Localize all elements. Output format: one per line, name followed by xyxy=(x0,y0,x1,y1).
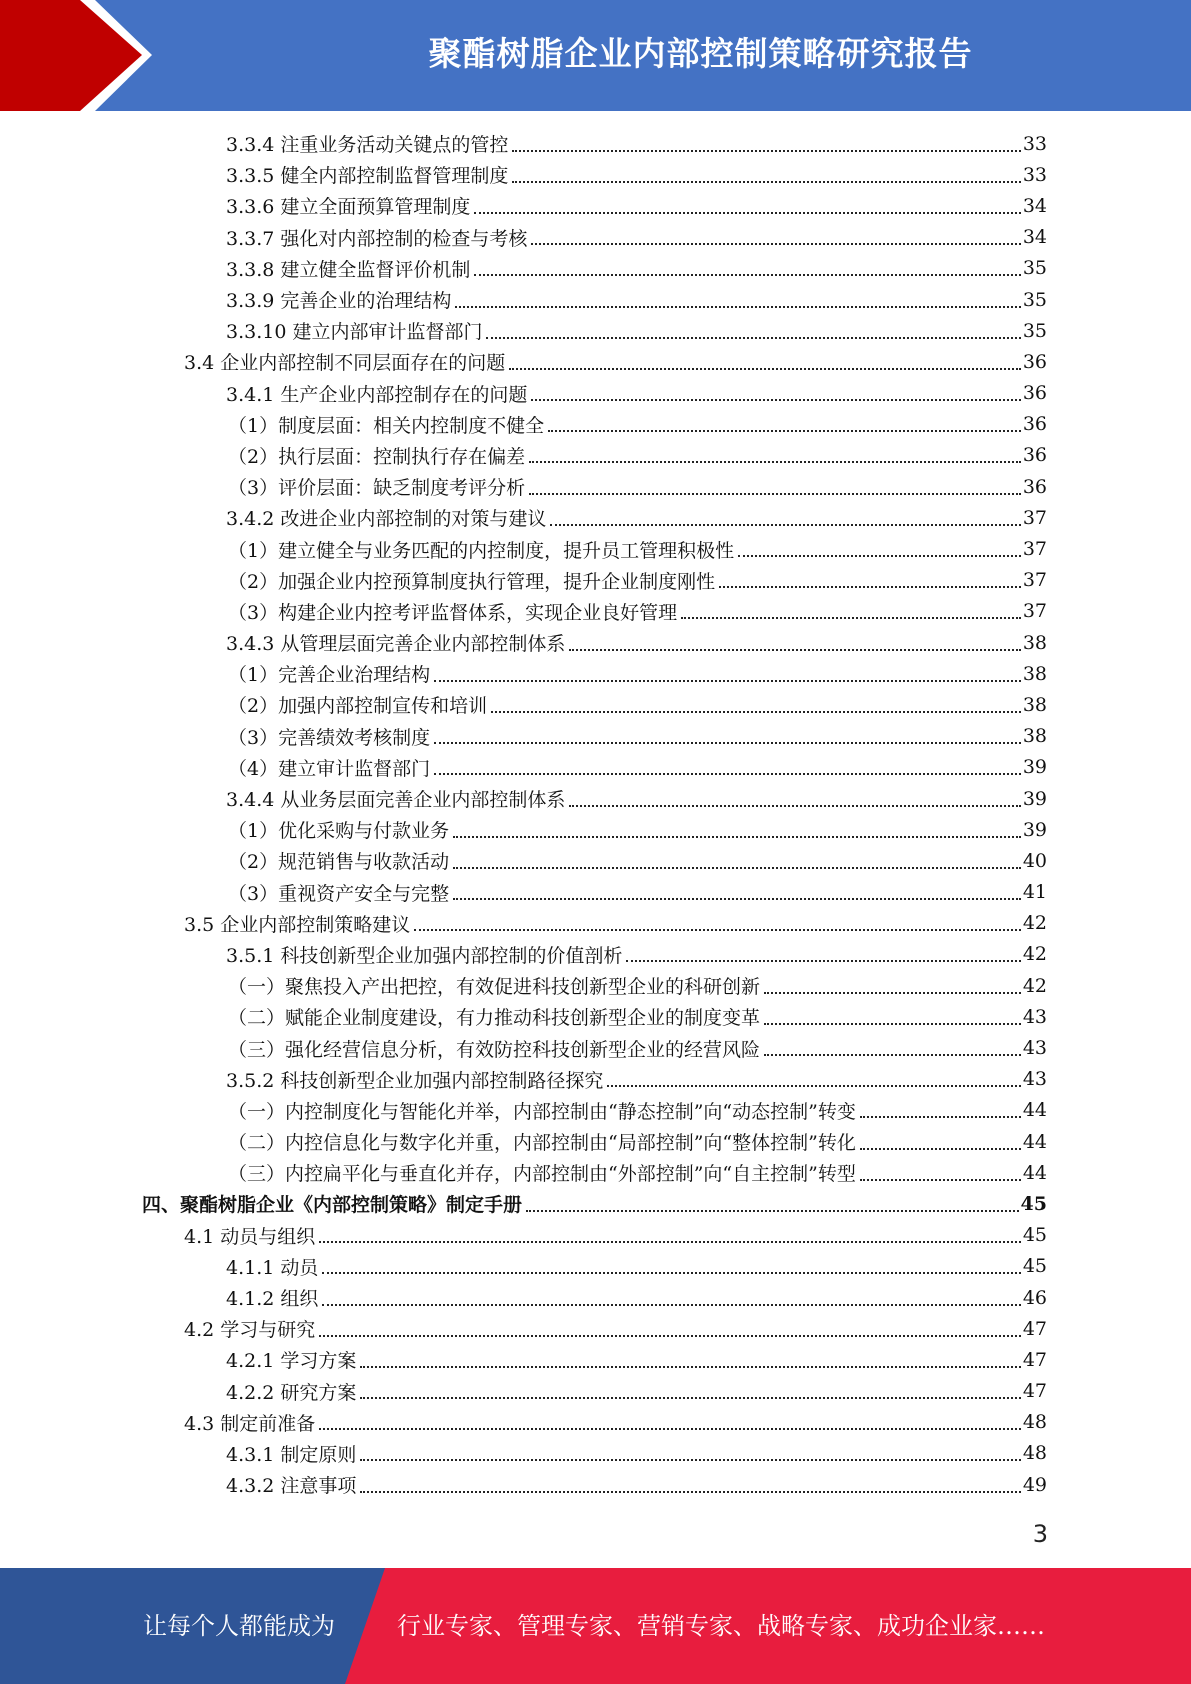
toc-entry[interactable] xyxy=(0,1313,1191,1344)
toc-entry-page: 43 xyxy=(1022,1005,1047,1028)
toc-entry-page: 39 xyxy=(1022,818,1047,841)
toc-entry[interactable] xyxy=(0,752,1191,783)
toc-entry-title: 3.3.6 建立全面预算管理制度 xyxy=(226,196,471,219)
toc-entry[interactable] xyxy=(0,502,1191,533)
toc-entry-page: 48 xyxy=(1022,1411,1047,1434)
toc-dot-leader xyxy=(764,1023,1021,1025)
toc-dot-leader xyxy=(569,649,1020,651)
toc-dot-leader xyxy=(491,711,1021,713)
toc-entry-title: （2）规范销售与收款活动 xyxy=(228,851,450,874)
toc-entry-title: （2）加强企业内控预算制度执行管理，提升企业制度刚性 xyxy=(228,570,716,593)
toc-entry-page: 49 xyxy=(1022,1473,1047,1496)
toc-entry-title: 3.5.2 科技创新型企业加强内部控制路径探究 xyxy=(226,1069,604,1092)
toc-entry-title: （3）评价层面：缺乏制度考评分析 xyxy=(228,477,526,500)
toc-entry-page: 45 xyxy=(1022,1224,1047,1247)
toc-dot-leader xyxy=(322,1304,1020,1306)
toc-entry[interactable] xyxy=(0,1407,1191,1438)
toc-entry-title: 3.4.4 从业务层面完善企业内部控制体系 xyxy=(226,789,566,812)
page-number: 3 xyxy=(1032,1520,1048,1548)
toc-dot-leader xyxy=(529,493,1021,495)
toc-entry-title: 3.3.4 注重业务活动关键点的管控 xyxy=(226,134,509,157)
toc-entry-page: 33 xyxy=(1022,163,1047,186)
toc-entry-page: 37 xyxy=(1022,506,1047,529)
toc-dot-leader xyxy=(474,212,1020,214)
report-title: 聚酯树脂企业内部控制策略研究报告 xyxy=(428,34,973,73)
toc-dot-leader xyxy=(360,1366,1020,1368)
toc-entry[interactable] xyxy=(0,721,1191,752)
toc-entry-title: （1）优化采购与付款业务 xyxy=(228,820,450,843)
toc-dot-leader xyxy=(434,742,1021,744)
toc-entry-title: 4.1.1 动员 xyxy=(226,1256,319,1279)
toc-entry-page: 46 xyxy=(1022,1286,1047,1309)
toc-entry-title: 4.1.2 组织 xyxy=(226,1288,319,1311)
table-of-contents xyxy=(0,128,1191,1500)
toc-dot-leader xyxy=(626,960,1020,962)
toc-entry[interactable] xyxy=(0,1095,1191,1126)
toc-entry-page: 37 xyxy=(1022,569,1047,592)
toc-entry-title: 3.3.5 健全内部控制监督管理制度 xyxy=(226,165,509,188)
toc-dot-leader xyxy=(548,430,1021,432)
toc-entry-title: 3.4.1 生产企业内部控制存在的问题 xyxy=(226,383,528,406)
toc-entry-page: 47 xyxy=(1022,1317,1047,1340)
toc-entry[interactable] xyxy=(0,190,1191,221)
toc-dot-leader xyxy=(414,929,1021,931)
toc-entry-title: （3）构建企业内控考评监督体系，实现企业良好管理 xyxy=(228,601,678,624)
toc-entry-page: 42 xyxy=(1022,974,1047,997)
toc-entry[interactable] xyxy=(0,346,1191,377)
toc-entry[interactable] xyxy=(0,1251,1191,1282)
toc-dot-leader xyxy=(319,1241,1021,1243)
toc-entry[interactable] xyxy=(0,1157,1191,1188)
toc-entry[interactable] xyxy=(0,783,1191,814)
toc-dot-leader xyxy=(319,1335,1021,1337)
toc-dot-leader xyxy=(509,368,1021,370)
toc-entry-page: 44 xyxy=(1022,1161,1047,1184)
toc-entry[interactable] xyxy=(0,596,1191,627)
toc-dot-leader xyxy=(531,399,1020,401)
toc-entry[interactable] xyxy=(0,159,1191,190)
toc-dot-leader xyxy=(434,773,1021,775)
toc-entry[interactable] xyxy=(0,378,1191,409)
toc-entry-page: 47 xyxy=(1022,1380,1047,1403)
page-header xyxy=(0,0,1191,111)
toc-entry-title: 4.2.2 研究方案 xyxy=(226,1381,357,1404)
toc-entry-title: （三）内控扁平化与垂直化并存，内部控制由“外部控制”向“自主控制”转型 xyxy=(228,1163,856,1186)
toc-entry-title: 4.2.1 学习方案 xyxy=(226,1350,357,1373)
toc-entry-title: （1）完善企业治理结构 xyxy=(228,664,431,687)
toc-entry-title: （二）赋能企业制度建设，有力推动科技创新型企业的制度变革 xyxy=(228,1007,761,1030)
toc-dot-leader xyxy=(550,524,1020,526)
toc-entry-title: 3.4.3 从管理层面完善企业内部控制体系 xyxy=(226,633,566,656)
toc-entry-title: 3.5.1 科技创新型企业加强内部控制的价值剖析 xyxy=(226,944,623,967)
toc-entry[interactable] xyxy=(0,970,1191,1001)
toc-entry[interactable] xyxy=(0,1282,1191,1313)
toc-entry-title: （3）完善绩效考核制度 xyxy=(228,726,431,749)
toc-entry-page: 41 xyxy=(1022,881,1047,904)
toc-dot-leader xyxy=(322,1272,1020,1274)
toc-entry-page: 44 xyxy=(1022,1130,1047,1153)
toc-dot-leader xyxy=(764,1054,1021,1056)
toc-entry[interactable] xyxy=(0,627,1191,658)
toc-entry[interactable] xyxy=(0,565,1191,596)
toc-dot-leader xyxy=(764,992,1021,994)
toc-dot-leader xyxy=(455,306,1020,308)
toc-entry-title: 4.2 学习与研究 xyxy=(184,1319,316,1342)
toc-entry[interactable] xyxy=(0,222,1191,253)
toc-dot-leader xyxy=(719,586,1021,588)
toc-entry-page: 38 xyxy=(1022,725,1047,748)
toc-entry-title: （三）强化经营信息分析，有效防控科技创新型企业的经营风险 xyxy=(228,1038,761,1061)
toc-entry-page: 43 xyxy=(1022,1037,1047,1060)
toc-dot-leader xyxy=(529,461,1021,463)
toc-dot-leader xyxy=(453,836,1021,838)
toc-entry[interactable] xyxy=(0,1469,1191,1500)
toc-entry-title: 3.4.2 改进企业内部控制的对策与建议 xyxy=(226,508,547,531)
toc-entry-page: 36 xyxy=(1022,350,1047,373)
toc-entry-title: 3.4 企业内部控制不同层面存在的问题 xyxy=(184,352,506,375)
toc-entry-page: 48 xyxy=(1022,1442,1047,1465)
toc-entry[interactable] xyxy=(0,658,1191,689)
toc-entry-title: （二）内控信息化与数字化并重，内部控制由“局部控制”向“整体控制”转化 xyxy=(228,1132,856,1155)
toc-entry-page: 36 xyxy=(1022,475,1047,498)
toc-entry[interactable] xyxy=(0,409,1191,440)
footer-slogan-left: 让每个人都能成为 xyxy=(143,1612,335,1640)
toc-entry-page: 45 xyxy=(1022,1255,1047,1278)
toc-dot-leader xyxy=(486,337,1020,339)
toc-dot-leader xyxy=(526,1210,1019,1212)
toc-dot-leader xyxy=(360,1491,1020,1493)
toc-dot-leader xyxy=(531,243,1020,245)
toc-entry-page: 34 xyxy=(1022,226,1047,249)
toc-entry-title: 4.3 制定前准备 xyxy=(184,1412,316,1435)
toc-entry[interactable] xyxy=(0,1376,1191,1407)
toc-entry-page: 37 xyxy=(1022,600,1047,623)
toc-dot-leader xyxy=(360,1397,1020,1399)
toc-entry-title: （2）执行层面：控制执行存在偏差 xyxy=(228,445,526,468)
toc-entry-title: （4）建立审计监督部门 xyxy=(228,757,431,780)
toc-dot-leader xyxy=(860,1179,1021,1181)
toc-entry-page: 35 xyxy=(1022,257,1047,280)
footer-slogan-right: 行业专家、管理专家、营销专家、战略专家、成功企业家…… xyxy=(397,1612,1045,1640)
toc-entry-title: 3.3.9 完善企业的治理结构 xyxy=(226,290,452,313)
toc-entry[interactable] xyxy=(0,315,1191,346)
toc-entry[interactable] xyxy=(0,1001,1191,1032)
toc-entry-page: 45 xyxy=(1020,1192,1047,1215)
toc-dot-leader xyxy=(607,1085,1020,1087)
toc-dot-leader xyxy=(681,617,1021,619)
toc-entry-title: 4.1 动员与组织 xyxy=(184,1225,316,1248)
toc-entry[interactable] xyxy=(0,1064,1191,1095)
toc-entry-title: （一）内控制度化与智能化并举，内部控制由“静态控制”向“动态控制”转变 xyxy=(228,1100,856,1123)
toc-entry-page: 40 xyxy=(1022,849,1047,872)
toc-entry-page: 33 xyxy=(1022,132,1047,155)
toc-entry-title: 3.3.8 建立健全监督评价机制 xyxy=(226,258,471,281)
toc-dot-leader xyxy=(319,1428,1021,1430)
toc-entry[interactable] xyxy=(0,908,1191,939)
toc-entry[interactable] xyxy=(0,128,1191,159)
toc-entry[interactable] xyxy=(0,471,1191,502)
toc-dot-leader xyxy=(360,1459,1020,1461)
toc-entry-page: 44 xyxy=(1022,1099,1047,1122)
toc-entry-page: 42 xyxy=(1022,943,1047,966)
toc-entry-page: 47 xyxy=(1022,1348,1047,1371)
toc-dot-leader xyxy=(453,898,1021,900)
toc-entry-title: 4.3.2 注意事项 xyxy=(226,1475,357,1498)
toc-entry-title: 4.3.1 制定原则 xyxy=(226,1443,357,1466)
toc-entry[interactable] xyxy=(0,1188,1191,1219)
toc-entry-title: 四、聚酯树脂企业《内部控制策略》制定手册 xyxy=(142,1194,523,1217)
toc-entry-page: 42 xyxy=(1022,912,1047,935)
toc-dot-leader xyxy=(453,867,1021,869)
page-footer xyxy=(0,1568,1191,1684)
toc-entry-page: 38 xyxy=(1022,662,1047,685)
toc-entry[interactable] xyxy=(0,1344,1191,1375)
toc-entry-page: 36 xyxy=(1022,382,1047,405)
toc-dot-leader xyxy=(860,1148,1021,1150)
toc-entry[interactable] xyxy=(0,814,1191,845)
toc-dot-leader xyxy=(434,680,1021,682)
toc-entry-page: 35 xyxy=(1022,288,1047,311)
toc-entry-title: 3.3.10 建立内部审计监督部门 xyxy=(226,321,483,344)
toc-entry-page: 43 xyxy=(1022,1068,1047,1091)
toc-entry[interactable] xyxy=(0,689,1191,720)
toc-entry[interactable] xyxy=(0,533,1191,564)
toc-entry[interactable] xyxy=(0,1032,1191,1063)
toc-dot-leader xyxy=(860,1116,1021,1118)
toc-entry[interactable] xyxy=(0,1126,1191,1157)
toc-entry-title: （1）建立健全与业务匹配的内控制度，提升员工管理积极性 xyxy=(228,539,735,562)
toc-entry-page: 38 xyxy=(1022,693,1047,716)
header-arrow-icon xyxy=(0,0,142,111)
toc-entry[interactable] xyxy=(0,877,1191,908)
toc-entry-title: （1）制度层面：相关内控制度不健全 xyxy=(228,414,545,437)
toc-entry-page: 35 xyxy=(1022,319,1047,342)
toc-entry[interactable] xyxy=(0,440,1191,471)
toc-entry-title: 3.3.7 强化对内部控制的检查与考核 xyxy=(226,227,528,250)
toc-entry[interactable] xyxy=(0,1438,1191,1469)
toc-entry[interactable] xyxy=(0,253,1191,284)
toc-entry[interactable] xyxy=(0,284,1191,315)
toc-entry[interactable] xyxy=(0,1220,1191,1251)
toc-entry-page: 36 xyxy=(1022,413,1047,436)
toc-entry-page: 39 xyxy=(1022,756,1047,779)
toc-dot-leader xyxy=(474,274,1020,276)
toc-entry-title: （一）聚焦投入产出把控，有效促进科技创新型企业的科研创新 xyxy=(228,976,761,999)
toc-entry-page: 37 xyxy=(1022,538,1047,561)
toc-entry-title: 3.5 企业内部控制策略建议 xyxy=(184,913,411,936)
toc-entry-page: 38 xyxy=(1022,631,1047,654)
toc-entry[interactable] xyxy=(0,939,1191,970)
toc-dot-leader xyxy=(569,805,1020,807)
toc-dot-leader xyxy=(738,555,1021,557)
toc-entry-title: （3）重视资产安全与完整 xyxy=(228,882,450,905)
toc-entry[interactable] xyxy=(0,845,1191,876)
toc-entry-title: （2）加强内部控制宣传和培训 xyxy=(228,695,488,718)
toc-entry-page: 39 xyxy=(1022,787,1047,810)
toc-dot-leader xyxy=(512,181,1020,183)
toc-entry-page: 34 xyxy=(1022,194,1047,217)
toc-dot-leader xyxy=(512,150,1020,152)
toc-entry-page: 36 xyxy=(1022,444,1047,467)
